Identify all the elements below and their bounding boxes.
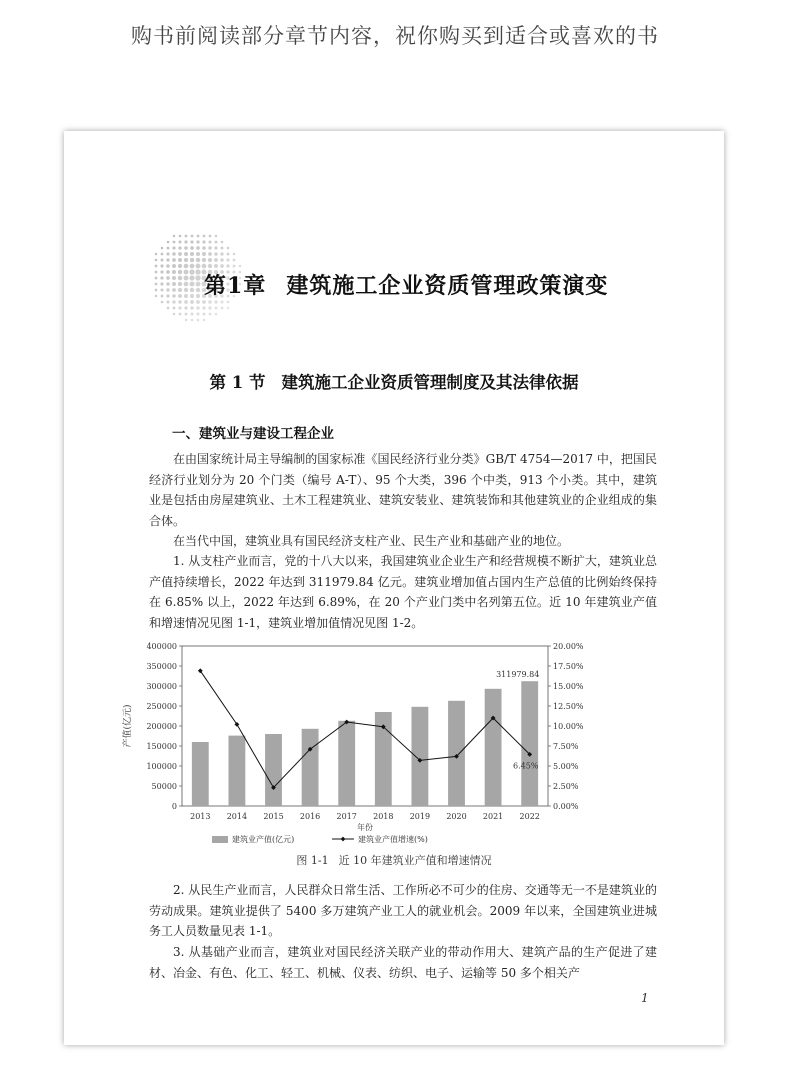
bar — [448, 701, 465, 806]
sphere-dot — [185, 235, 188, 238]
sphere-dot — [172, 252, 175, 255]
sphere-dot — [203, 319, 205, 321]
sphere-dot — [178, 282, 182, 286]
y2-tick-label: 20.00% — [553, 642, 584, 651]
sphere-dot — [214, 300, 217, 303]
sphere-dot — [202, 300, 206, 304]
sphere-dot — [172, 300, 175, 303]
sphere-dot — [190, 300, 194, 304]
sphere-dot — [161, 295, 164, 298]
sphere-dot — [178, 270, 182, 274]
bar — [521, 681, 538, 806]
sphere-dot — [208, 240, 211, 243]
growth-line — [200, 671, 529, 788]
chapter-title — [204, 269, 608, 300]
sphere-dot — [173, 307, 176, 310]
sphere-dot — [197, 235, 200, 238]
y2-tick-label: 7.50% — [553, 742, 579, 751]
sphere-dot — [185, 319, 187, 321]
sphere-dot — [220, 300, 223, 303]
sphere-dot — [155, 277, 158, 280]
sphere-dot — [190, 294, 194, 298]
sphere-dot — [172, 258, 176, 262]
sphere-dot — [172, 264, 176, 268]
sphere-dot — [209, 313, 212, 316]
sphere-dot — [166, 288, 169, 291]
sphere-dot — [202, 246, 206, 250]
bar — [411, 707, 428, 806]
sphere-dot — [208, 264, 212, 268]
paragraph-3: 1. 从支柱产业而言，党的十八大以来，我国建筑业企业生产和经营规模不断扩大，建筑业总产值持续增长，2022 年达到 311979.84 亿元。建筑业增加值占国内生产总值的比例始终保持在 6.85% 以上，2022 年达到 6.89%，在 20 个产业门类中名列第五位。近 10 年建筑业产值和增速情况见图 1-1，建筑业增加值情况见图 1-2。 — [149, 554, 657, 631]
sphere-dot — [203, 313, 206, 316]
x-tick-label: 2015 — [263, 812, 284, 821]
sphere-dot — [166, 264, 170, 268]
y2-tick-label: 5.00% — [553, 762, 579, 771]
x-tick-label: 2022 — [519, 812, 540, 821]
sphere-dot — [173, 241, 176, 244]
sphere-dot — [221, 241, 224, 244]
sphere-dot — [202, 306, 205, 309]
sphere-dot — [172, 294, 176, 298]
x-tick-label: 2018 — [373, 812, 394, 821]
sphere-dot — [167, 241, 170, 244]
sphere-dot — [161, 253, 164, 256]
line-data-label: 6.45% — [512, 761, 539, 771]
sphere-dot — [196, 306, 199, 309]
sphere-dot — [178, 276, 182, 280]
sphere-dot — [196, 294, 200, 298]
sphere-dot — [215, 241, 218, 244]
legend-bar-label: 建筑业产值(亿元) — [232, 835, 295, 844]
x-tick-label: 2020 — [446, 812, 467, 821]
sphere-dot — [184, 288, 188, 292]
sphere-dot — [239, 265, 241, 267]
legend-bar-swatch — [212, 836, 228, 843]
sphere-dot — [208, 258, 212, 262]
y-tick-label: 150000 — [146, 742, 177, 751]
sphere-dot — [190, 282, 195, 287]
bar — [228, 736, 245, 806]
sphere-dot — [172, 246, 175, 249]
sphere-dot — [178, 264, 182, 268]
sphere-dot — [220, 258, 223, 261]
sphere-dot — [190, 258, 194, 262]
sphere-dot — [184, 282, 189, 287]
sphere-dot — [197, 313, 200, 316]
paragraph-5: 3. 从基础产业而言，建筑业对国民经济关联产业的带动作用大、建筑产品的生产促进了建材、冶金、有色、化工、轻工、机械、仪表、纺织、电子、运输等 50 多个相关产 — [149, 945, 657, 980]
sphere-dot — [184, 276, 189, 281]
y2-tick-label: 12.50% — [553, 702, 584, 711]
sphere-dot — [178, 294, 182, 298]
bar — [265, 734, 282, 806]
section-title-text: 建筑施工企业资质管理制度及其法律依据 — [281, 373, 579, 392]
sphere-dot — [208, 306, 211, 309]
paragraph-2: 在当代中国，建筑业具有国民经济支柱产业、民生产业和基础产业的地位。 — [173, 534, 570, 548]
sphere-dot — [214, 252, 218, 256]
y-tick-label: 250000 — [146, 702, 177, 711]
chapter-number: 第1章 — [204, 273, 267, 299]
sphere-dot — [191, 235, 194, 238]
legend-line-label: 建筑业产值增速(%) — [358, 835, 428, 844]
sphere-dot — [184, 252, 188, 256]
y-tick-label: 200000 — [146, 722, 177, 731]
sphere-dot — [196, 258, 200, 262]
sphere-dot — [227, 247, 230, 250]
bar — [338, 721, 355, 806]
chapter-title-text: 建筑施工企业资质管理政策演变 — [286, 273, 609, 299]
sphere-dot — [178, 306, 181, 309]
section-number: 第 1 节 — [209, 373, 266, 392]
x-tick-label: 2013 — [190, 812, 211, 821]
y2-tick-label: 0.00% — [553, 802, 579, 811]
sphere-dot — [191, 313, 194, 316]
sphere-dot — [221, 307, 224, 310]
top-banner — [0, 0, 790, 70]
y-tick-label: 400000 — [146, 642, 177, 651]
sphere-dot — [160, 270, 163, 273]
sphere-dot — [155, 283, 158, 286]
sphere-dot — [155, 259, 158, 262]
sphere-dot — [160, 288, 163, 291]
sphere-dot — [160, 282, 163, 285]
sphere-dot — [226, 258, 229, 261]
sphere-dot — [161, 301, 164, 304]
sphere-dot — [166, 276, 170, 280]
sphere-dot — [155, 265, 158, 268]
sphere-dot — [155, 295, 157, 297]
sphere-dot — [179, 313, 182, 316]
bar — [485, 689, 502, 806]
subheading: 一、建筑业与建设工程企业 — [172, 426, 334, 442]
sphere-dot — [195, 275, 200, 280]
section-title — [64, 369, 724, 393]
sphere-dot — [167, 307, 170, 310]
sphere-dot — [220, 252, 223, 255]
sphere-dot — [215, 313, 218, 316]
sphere-dot — [167, 247, 170, 250]
sphere-dot — [195, 281, 200, 286]
chart-svg — [123, 634, 644, 849]
sphere-dot — [215, 235, 217, 237]
y2-tick-label: 17.50% — [553, 662, 584, 671]
sphere-dot — [184, 258, 188, 262]
sphere-dot — [155, 289, 158, 292]
book-page — [64, 131, 724, 1045]
sphere-dot — [166, 294, 169, 297]
sphere-dot — [196, 288, 201, 293]
sphere-dot — [196, 252, 200, 256]
paragraph-1: 在由国家统计局主导编制的国家标准《国民经济行业分类》GB/T 4754—2017 中，把国民经济行业划分为 20 个门类（编号 A-T）、95 个大类，396 个中类，913 个小类。其中，建筑业是包括由房屋建筑业、土木工程建筑业、建筑安装业、建筑装饰和其他建筑业的企业组成的集合体。 — [149, 452, 657, 529]
sphere-dot — [172, 270, 176, 274]
y-tick-label: 100000 — [146, 762, 177, 771]
y-tick-label: 300000 — [146, 682, 177, 691]
bar — [192, 742, 209, 806]
sphere-dot — [178, 288, 182, 292]
sphere-dot — [203, 235, 206, 238]
sphere-dot — [233, 253, 236, 256]
sphere-dot — [189, 275, 194, 280]
figure-caption — [64, 852, 724, 868]
sphere-dot — [167, 301, 170, 304]
sphere-dot — [160, 264, 163, 267]
sphere-dot — [196, 300, 200, 304]
sphere-dot — [221, 247, 224, 250]
sphere-dot — [202, 252, 206, 256]
x-tick-label: 2019 — [409, 812, 431, 821]
sphere-dot — [190, 252, 194, 256]
sphere-dot — [196, 240, 199, 243]
sphere-dot — [184, 240, 187, 243]
sphere-dot — [195, 269, 200, 274]
sphere-dot — [155, 253, 157, 255]
sphere-dot — [178, 300, 181, 303]
sphere-dot — [190, 246, 194, 250]
sphere-dot — [196, 264, 201, 269]
paragraph-4: 2. 从民生产业而言，人民群众日常生活、工作所必不可少的住房、交通等无一不是建筑业的劳动成果。建筑业提供了 5400 多万建筑产业工人的就业机会。2009 年以来，全国建筑业进城务工人员数量见表 1-1。 — [149, 883, 657, 939]
sphere-dot — [227, 307, 229, 309]
sphere-dot — [191, 319, 194, 322]
sphere-dot — [190, 288, 195, 293]
sphere-dot — [215, 307, 218, 310]
sphere-dot — [190, 264, 195, 269]
sphere-dot — [202, 258, 206, 262]
sphere-dot — [226, 264, 229, 267]
y-tick-label: 350000 — [146, 662, 177, 671]
sphere-dot — [233, 259, 236, 262]
legend-line-marker — [341, 837, 346, 842]
sphere-dot — [190, 240, 193, 243]
figure-caption-text: 近 10 年建筑业产值和增速情况 — [338, 854, 492, 867]
sphere-dot — [173, 313, 176, 316]
banner-text: 购书前阅读部分章节内容，祝你购买到适合或喜欢的书 — [131, 24, 659, 48]
sphere-dot — [208, 300, 212, 304]
sphere-dot — [184, 264, 189, 269]
x-tick-label: 2014 — [226, 812, 248, 821]
sphere-dot — [161, 247, 164, 250]
sphere-dot — [214, 258, 218, 262]
sphere-dot — [184, 300, 188, 304]
x-tick-label: 2017 — [336, 812, 357, 821]
y2-tick-label: 2.50% — [553, 782, 579, 791]
sphere-dot — [179, 241, 182, 244]
y-tick-label: 0 — [171, 802, 177, 811]
sphere-dot — [190, 306, 193, 309]
sphere-dot — [173, 235, 175, 237]
sphere-dot — [209, 235, 212, 238]
x-tick-label: 2016 — [299, 812, 321, 821]
sphere-dot — [166, 258, 169, 261]
page-number: 1 — [641, 991, 649, 1005]
sphere-dot — [197, 319, 200, 322]
sphere-dot — [227, 301, 230, 304]
sphere-dot — [166, 270, 170, 274]
figure-1-1-chart — [123, 634, 644, 884]
sphere-dot — [172, 282, 176, 286]
sphere-dot — [178, 252, 182, 256]
y-axis-label: 产值(亿元) — [123, 704, 133, 748]
y2-tick-label: 10.00% — [553, 722, 584, 731]
sphere-dot — [172, 276, 176, 280]
x-tick-label: 2021 — [482, 812, 504, 821]
sphere-dot — [178, 246, 181, 249]
sphere-dot — [233, 265, 236, 268]
y-tick-label: 50000 — [151, 782, 177, 791]
sphere-dot — [214, 264, 218, 268]
sphere-dot — [160, 276, 163, 279]
sphere-dot — [227, 253, 230, 256]
sphere-dot — [166, 282, 170, 286]
sphere-dot — [202, 264, 207, 269]
sphere-dot — [161, 259, 164, 262]
x-axis-label: 年份 — [357, 823, 373, 832]
sphere-dot — [196, 246, 200, 250]
bar-data-label: 311979.84 — [496, 670, 540, 680]
sphere-dot — [179, 235, 182, 238]
sphere-dot — [214, 246, 217, 249]
sphere-dot — [185, 313, 188, 316]
bar — [302, 729, 319, 806]
sphere-dot — [220, 264, 224, 268]
sphere-dot — [172, 288, 176, 292]
sphere-dot — [184, 270, 189, 275]
sphere-dot — [184, 294, 188, 298]
sphere-dot — [166, 252, 169, 255]
sphere-dot — [202, 240, 205, 243]
sphere-dot — [155, 271, 158, 274]
y2-tick-label: 15.00% — [553, 682, 584, 691]
sphere-dot — [184, 306, 187, 309]
sphere-dot — [208, 252, 212, 256]
sphere-dot — [208, 246, 211, 249]
figure-number: 图 1-1 — [296, 854, 329, 867]
sphere-dot — [184, 246, 188, 250]
sphere-dot — [178, 258, 182, 262]
sphere-dot — [189, 269, 194, 274]
